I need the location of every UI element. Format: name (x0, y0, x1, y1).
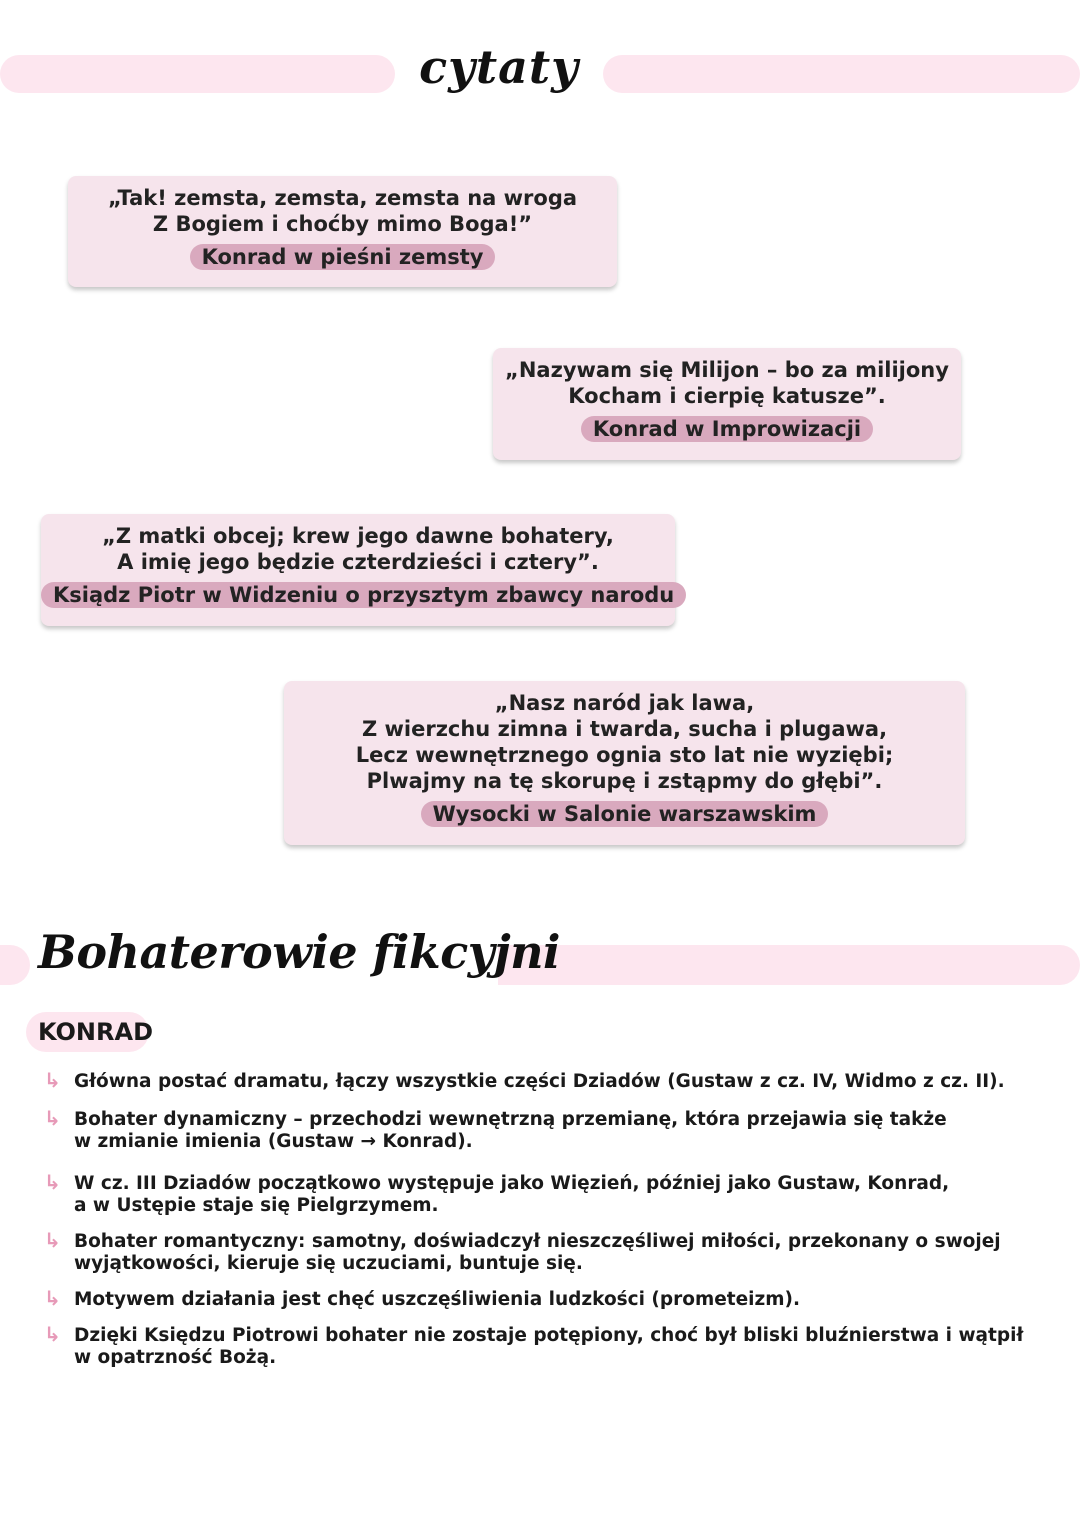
list-item (44, 1106, 1034, 1153)
arrow-icon: ↳ (44, 1322, 61, 1346)
section-title: cytaty (419, 40, 579, 94)
quote-attribution: Konrad w pieśni zemsty (190, 244, 496, 270)
quote-line: A imię jego będzie czterdzieści i cztery”. (117, 550, 599, 574)
list-item-text: Dzięki Księdzu Piotrowi bohater nie zostaje potępiony, choć był bliski bluźnierstwa i wątpił w opatrzność Bożą. (74, 1325, 1024, 1368)
arrow-icon: ↳ (44, 1068, 61, 1092)
title-band-left (0, 55, 395, 93)
quote-line: Lecz wewnętrznego ognia sto lat nie wyziębi; (355, 743, 894, 767)
arrow-icon: ↳ (44, 1228, 61, 1252)
heroes-title: Bohaterowie fikcyjni (38, 925, 561, 979)
arrow-icon: ↳ (44, 1106, 61, 1130)
quote-card (68, 176, 617, 287)
list-item (44, 1068, 1034, 1093)
quote-attribution: Ksiądz Piotr w Widzeniu o przysztym zbawcy narodu (41, 582, 686, 608)
arrow-icon: ↳ (44, 1286, 61, 1310)
quote-attribution: Konrad w Improwizacji (581, 416, 873, 442)
quote-line: „Z matki obcej; krew jego dawne bohatery, (102, 524, 614, 548)
list-item-text: Motywem działania jest chęć uszczęśliwienia ludzkości (prometeizm). (74, 1289, 801, 1310)
quote-line: Kocham i cierpię katusze”. (568, 384, 886, 408)
list-item (44, 1228, 1034, 1275)
list-item-text: W cz. III Dziadów początkowo występuje jako Więzień, później jako Gustaw, Konrad, a w Ustępie staje się Pielgrzymem. (74, 1173, 950, 1216)
quote-line: „Nasz naród jak lawa, (494, 691, 755, 715)
quote-line: Plwajmy na tę skorupę i zstąpmy do głębi”. (366, 769, 883, 793)
list-item (44, 1286, 1034, 1311)
list-item-text: Bohater dynamiczny – przechodzi wewnętrzną przemianę, która przejawia się także w zmianie imienia (Gustaw → Konrad). (74, 1109, 947, 1152)
list-item-text: Główna postać dramatu, łączy wszystkie części Dziadów (Gustaw z cz. IV, Widmo z cz. II). (74, 1071, 1005, 1092)
quote-line: Z Bogiem i choćby mimo Boga!” (152, 212, 533, 236)
quote-card (41, 514, 675, 626)
list-item (44, 1170, 1034, 1217)
arrow-icon: ↳ (44, 1170, 61, 1194)
quote-card (284, 681, 965, 845)
quote-attribution: Wysocki w Salonie warszawskim (421, 801, 829, 827)
quote-line: Z wierzchu zimna i twarda, sucha i plugawa, (361, 717, 888, 741)
list-item (44, 1322, 1034, 1369)
quote-line: „Tak! zemsta, zemsta, zemsta na wroga (107, 186, 578, 210)
quote-line: „Nazywam się Milijon – bo za milijony (505, 358, 949, 382)
quote-card (493, 348, 961, 460)
character-label: KONRAD (26, 1012, 149, 1052)
list-item-text: Bohater romantyczny: samotny, doświadczył nieszczęśliwej miłości, przekonany o swojej wyjątkowości, kieruje się uczuciami, buntuje się. (74, 1231, 1001, 1274)
title-band-right (603, 55, 1080, 93)
